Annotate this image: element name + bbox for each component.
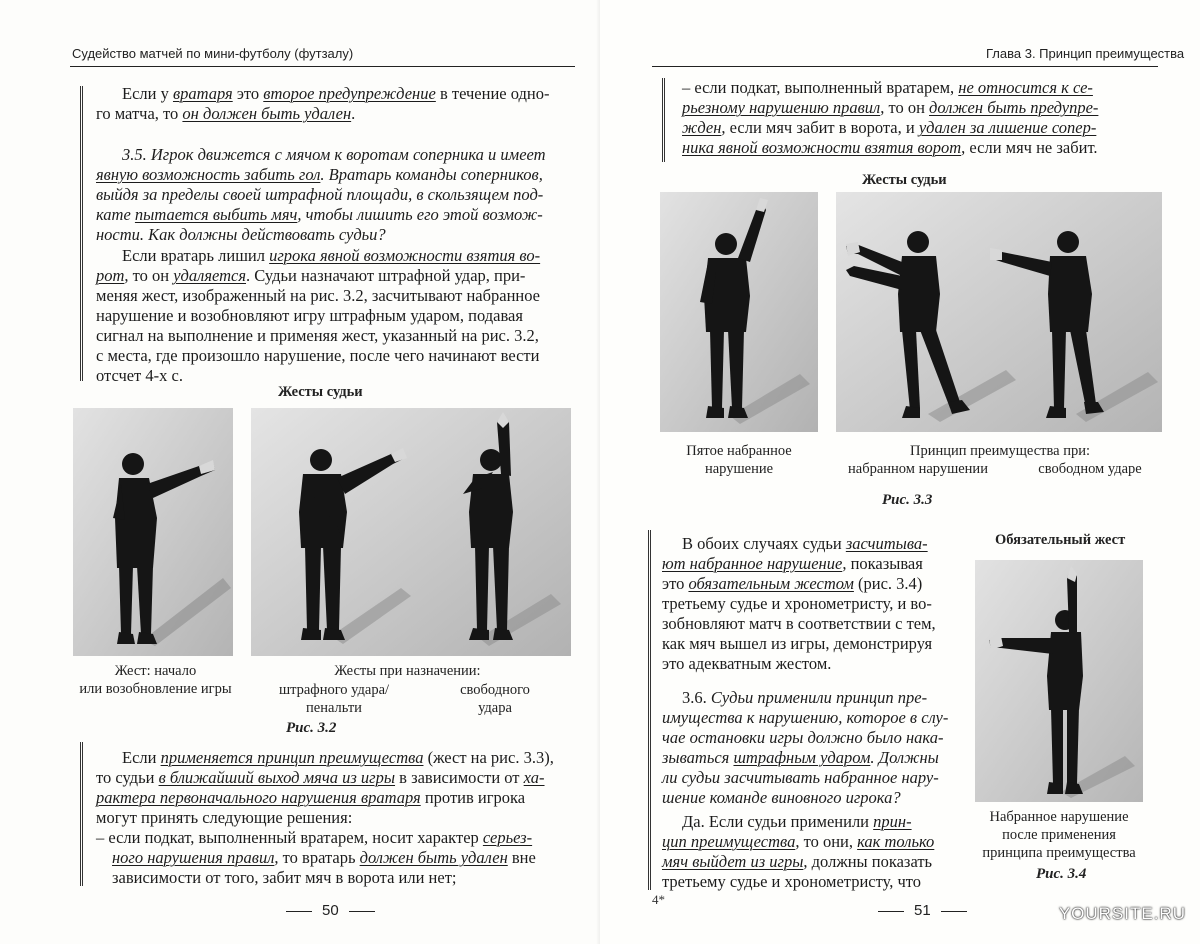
text-line: – если подкат, выполненный вратарем, носит характер серьез-	[96, 828, 533, 847]
figure-caption: штрафного удара/ пенальти	[278, 682, 390, 716]
text-line: то судьи в ближайший выход мяча из игры в зависимости от ха-	[96, 768, 545, 787]
text-line: это обязательным жестом (рис. 3.4)	[662, 574, 923, 593]
question-line: 3.6. Судьи применили принцип пре-	[682, 688, 928, 707]
text-line: рот, то он удаляется. Судьи назначают штрафной удар, при-	[96, 266, 526, 285]
text-line: ют набранное нарушение, показывая	[662, 554, 923, 573]
text-line: сигнал на выполнение и применяя жест, указанный на рис. 3.2,	[96, 326, 539, 345]
text-line: это адекватным жестом.	[662, 654, 832, 673]
figure-caption: Набранное нарушение после применения принципа преимущества	[982, 809, 1136, 861]
question-line: чае остановки игры должно было нака-	[662, 728, 944, 747]
figure-label: Рис. 3.3	[882, 492, 933, 508]
watermark: YOURSITE.RU	[1058, 904, 1186, 923]
text-line: ника явной возможности взятия ворот, если мяч не забит.	[682, 138, 1098, 157]
text-line: В обоих случаях судьи засчитыва-	[682, 534, 928, 553]
text-line: Если вратарь лишил игрока явной возможности взятия во-	[122, 246, 541, 265]
text-line: рьезному нарушению правил, то он должен быть предупре-	[682, 98, 1099, 117]
question-line: выйдя за пределы своей штрафной площади, в скользящем под-	[96, 185, 544, 204]
margin-marker-bar	[648, 530, 651, 890]
margin-marker-bar	[662, 78, 665, 162]
question-line: ности. Как должны действовать судьи?	[96, 225, 386, 244]
figure-caption: Пятое набранное нарушение	[686, 443, 792, 477]
question-line: имущества к нарушению, которое в слу-	[662, 708, 949, 727]
margin-marker-bar	[80, 742, 83, 886]
text-line: мяч выйдет из игры, должны показать	[662, 852, 933, 871]
figure-title: Жесты судьи	[278, 384, 363, 400]
question-line: шение команде виновного игрока?	[662, 788, 901, 807]
header-rule	[652, 66, 1158, 67]
text-line: Если у вратаря это второе предупреждение в течение одно-	[122, 84, 550, 103]
referee-photo-mandatory-gesture	[975, 560, 1143, 802]
question-line: зываться штрафным ударом. Должны	[662, 748, 939, 767]
text-line: третьему судье и хронометристу, что	[662, 872, 921, 891]
running-head: Судейство матчей по мини-футболу (футзалу)	[72, 46, 354, 61]
text-line: нарушение и возобновляют игру штрафным ударом, подавая	[96, 306, 523, 325]
text-line: рактера первоначального нарушения вратаря против игрока	[96, 788, 526, 807]
text-line: жден, если мяч забит в ворота, и удален за лишение сопер-	[682, 118, 1097, 137]
figure-title: Жесты судьи	[862, 172, 947, 188]
page-number: 50	[276, 902, 385, 919]
text-line: зависимости от того, забит мяч в ворота или нет;	[112, 868, 457, 887]
text-line: отсчет 4-х с.	[96, 366, 183, 385]
figure-caption: набранном нарушении	[848, 461, 988, 477]
referee-photo-kick-gestures	[251, 408, 571, 656]
text-line: го матча, то он должен быть удален.	[96, 104, 356, 123]
referee-photo-start-restart	[73, 408, 233, 656]
text-line: Если применяется принцип преимущества (жест на рис. 3.3),	[122, 748, 554, 767]
text-line: меняя жест, изображенный на рис. 3.2, засчитывают набранное	[96, 286, 541, 305]
question-line: ли судьи засчитывать набранное нару-	[662, 768, 939, 787]
figure-caption: свободном ударе	[1038, 461, 1142, 477]
question-line: кате пытается выбить мяч, чтобы лишить его этой возмож-	[96, 205, 543, 224]
figure-caption: Жесты при назначении:	[334, 663, 481, 679]
text-line: – если подкат, выполненный вратарем, не относится к се-	[682, 78, 1093, 97]
figure-caption: свободного удара	[460, 682, 530, 716]
text-line: третьему судье и хронометристу, и во-	[662, 594, 932, 613]
figure-caption: Принцип преимущества при:	[909, 443, 1091, 459]
question-line: явную возможность забить гол. Вратарь команды соперников,	[96, 165, 543, 184]
figure-label: Рис. 3.4	[1036, 866, 1087, 882]
text-line: как мяч вышел из игры, демонстрируя	[662, 634, 933, 653]
figure-label: Рис. 3.2	[286, 720, 337, 736]
referee-photo-fifth-foul	[660, 192, 818, 432]
referee-photo-advantage	[836, 192, 1162, 432]
text-line: с места, где произошло нарушение, после чего начинают вести	[96, 346, 540, 365]
page-number: 51	[868, 902, 977, 919]
question-line: 3.5. Игрок движется с мячом к воротам соперника и имеет	[122, 145, 546, 164]
right-page	[600, 0, 1200, 944]
margin-marker-bar	[80, 86, 83, 381]
figure-title: Обязательный жест	[995, 532, 1126, 548]
text-line: цип преимущества, то они, как только	[662, 832, 935, 851]
header-rule	[70, 66, 575, 67]
text-line: Да. Если судьи применили прин-	[682, 812, 912, 831]
text-line: ного нарушения правил, то вратарь должен быть удален вне	[112, 848, 536, 867]
text-line: могут принять следующие решения:	[96, 808, 353, 827]
text-line: зобновляют матч в соответствии с тем,	[662, 614, 936, 633]
figure-caption: Жест: начало или возобновление игры	[79, 663, 232, 697]
printer-signature: 4*	[652, 892, 665, 907]
running-head: Глава 3. Принцип преимущества	[986, 46, 1185, 61]
